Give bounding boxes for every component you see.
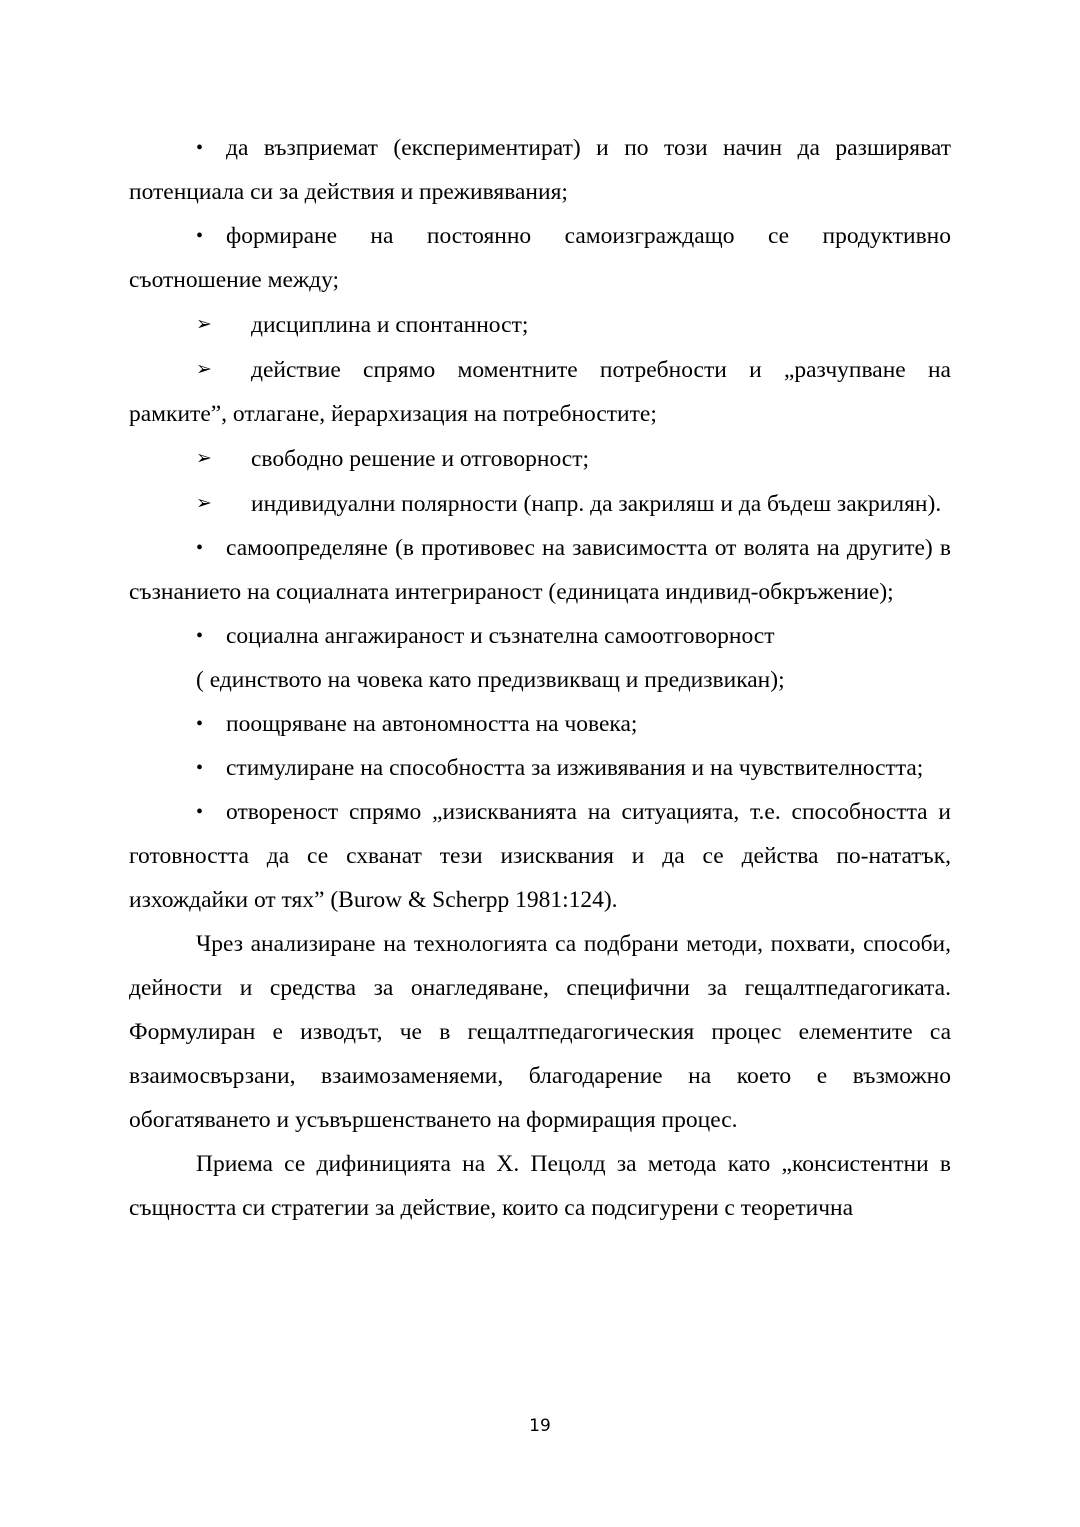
bullet-icon: • bbox=[196, 801, 204, 823]
list-item-text: отвореност спрямо „изискванията на ситуацията, т.е. способността и готовността да се схванат тези изисквания и да се действа по-нататък, изхождайки от тях” (Burow & Scherpp 1981:124). bbox=[129, 799, 951, 913]
sub-list-item bbox=[129, 302, 951, 347]
list-item-text: формиране на постоянно самоизграждащо се продуктивно съотношение между; bbox=[129, 223, 951, 293]
sub-list-item bbox=[129, 481, 951, 526]
bullet-icon: • bbox=[196, 713, 204, 735]
arrow-bullet-icon: ➢ bbox=[196, 358, 212, 380]
list-item-text: стимулиране на способността за изживявания и на чувствителността; bbox=[226, 755, 924, 781]
list-item-text: социална ангажираност и съзнателна самоотговорност bbox=[226, 623, 775, 649]
list-item-continuation bbox=[129, 658, 951, 702]
list-item bbox=[129, 126, 951, 214]
bullet-icon: • bbox=[196, 537, 204, 559]
arrow-bullet-icon: ➢ bbox=[196, 492, 212, 514]
list-item bbox=[129, 746, 951, 790]
list-item bbox=[129, 702, 951, 746]
list-item-text: самоопределяне (в противовес на зависимостта от волята на другите) в съзнанието на социалната интегрираност (единицата индивид-обкръжение); bbox=[129, 535, 951, 605]
body-paragraph: Приема се дифиницията на Х. Пецолд за метода като „консистентни в същността си стратегии за действие, които са подсигурени с теоретична bbox=[129, 1151, 951, 1221]
bullet-icon: • bbox=[196, 137, 204, 159]
page-body bbox=[129, 126, 951, 1230]
list-item-text: поощряване на автономността на човека; bbox=[226, 711, 638, 737]
sub-list-item-text: действие спрямо моментните потребности и „разчупване на рамките”, отлагане, йерархизация на потребностите; bbox=[129, 357, 951, 427]
list-item bbox=[129, 214, 951, 302]
sub-list-item-text: свободно решение и отговорност; bbox=[251, 446, 590, 472]
list-item-text: да възприемат (експериментират) и по този начин да разширяват потенциала си за действия и преживявания; bbox=[129, 135, 951, 205]
bullet-icon: • bbox=[196, 757, 204, 779]
arrow-bullet-icon: ➢ bbox=[196, 447, 212, 469]
arrow-bullet-icon: ➢ bbox=[196, 313, 212, 335]
body-paragraph: Чрез анализиране на технологията са подбрани методи, похвати, способи, дейности и средства за онагледяване, специфични за гещалтпедагогиката. Формулиран е изводът, че в гещалтпедагогическия процес елементите са взаимосвързани, взаимозаменяеми, благодарение на което е възможно обогатяването и усъвършенстването на формиращия процес. bbox=[129, 931, 951, 1133]
sub-list-item-text: дисциплина и спонтанност; bbox=[251, 312, 529, 338]
sub-list-item bbox=[129, 436, 951, 481]
list-item bbox=[129, 790, 951, 922]
sub-list-item bbox=[129, 347, 951, 436]
page-number: 19 bbox=[529, 1416, 551, 1436]
sub-list-item-text: индивидуални полярности (напр. да закриляш и да бъдеш закрилян). bbox=[251, 491, 942, 517]
bullet-icon: • bbox=[196, 625, 204, 647]
list-item-text: ( единството на човека като предизвикващ и предизвикан); bbox=[196, 667, 785, 693]
list-item bbox=[129, 614, 951, 658]
list-item bbox=[129, 526, 951, 614]
bullet-icon: • bbox=[196, 225, 204, 247]
